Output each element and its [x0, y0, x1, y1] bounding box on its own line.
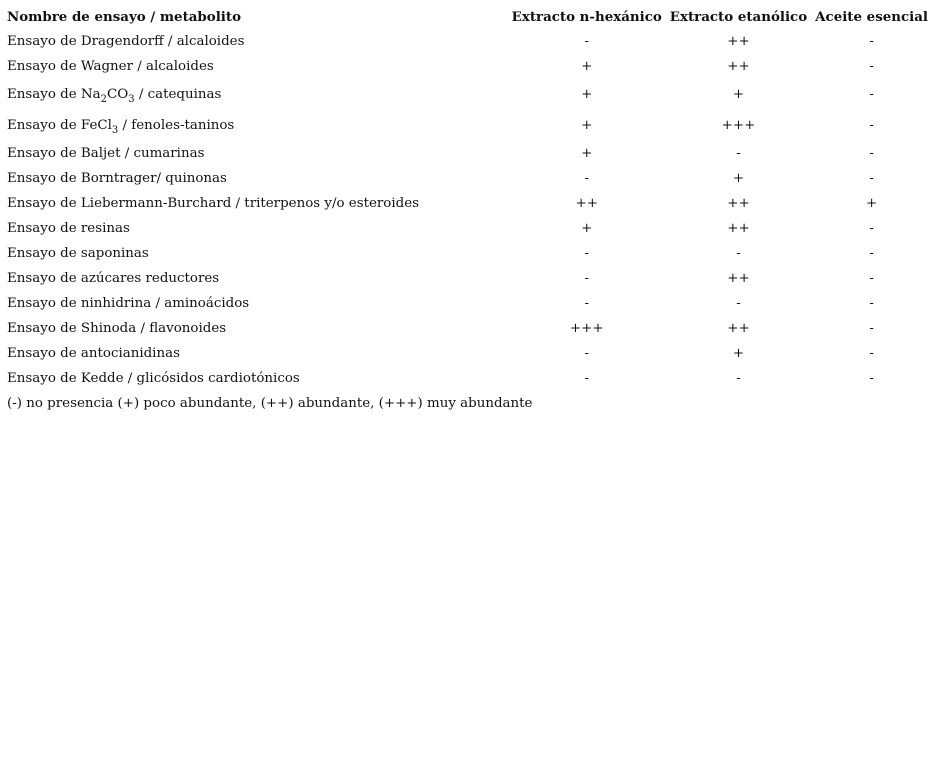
- row-oil-value: -: [869, 371, 874, 386]
- row-oil-value: +: [865, 196, 878, 211]
- table-row: [3, 110, 932, 141]
- row-ethanol-value: ++: [727, 221, 750, 236]
- header-hexane-extract: Extracto n-hexánico: [511, 8, 662, 25]
- row-test-name: Ensayo de ninhidrina / aminoácidos: [7, 296, 250, 311]
- row-test-name: Ensayo de Shinoda / flavonoides: [7, 321, 227, 336]
- row-oil-value: -: [869, 246, 874, 261]
- table-footnote-row: [3, 391, 932, 416]
- table-row: [3, 29, 932, 54]
- header-essential-oil: Aceite esencial: [815, 8, 928, 25]
- name-text: Ensayo de FeCl: [7, 118, 112, 133]
- row-hexane-value: -: [584, 296, 589, 311]
- row-test-name: [3, 79, 508, 110]
- row-hexane-value: +: [581, 87, 593, 102]
- row-oil-value: -: [869, 321, 874, 336]
- row-test-name: Ensayo de antocianidinas: [7, 346, 180, 361]
- table-header-row: [3, 4, 932, 29]
- row-ethanol-value: ++: [727, 34, 750, 49]
- row-oil-value: -: [869, 146, 874, 161]
- name-text: Ensayo de Na: [7, 87, 101, 102]
- table-footnote: (-) no presencia (+) poco abundante, (++) abundante, (+++) muy abundante: [7, 396, 533, 411]
- row-test-name: [3, 110, 508, 141]
- row-test-name: Ensayo de Borntrager/ quinonas: [7, 171, 227, 186]
- row-oil-value: -: [869, 59, 874, 74]
- table-row: [3, 54, 932, 79]
- row-oil-value: -: [869, 221, 874, 236]
- row-test-name: Ensayo de azúcares reductores: [7, 271, 220, 286]
- name-text: / fenoles-taninos: [118, 118, 235, 133]
- row-test-name: Ensayo de Liebermann-Burchard / triterpenos y/o esteroides: [7, 196, 420, 211]
- table-row: [3, 216, 932, 241]
- row-ethanol-value: -: [736, 246, 741, 261]
- table-row: [3, 291, 932, 316]
- table-row: [3, 366, 932, 391]
- table-row: [3, 191, 932, 216]
- row-hexane-value: -: [584, 171, 589, 186]
- header-test-name: Nombre de ensayo / metabolito: [7, 8, 242, 25]
- row-ethanol-value: ++: [727, 196, 750, 211]
- row-ethanol-value: ++: [727, 59, 750, 74]
- row-oil-value: -: [869, 346, 874, 361]
- table-row: [3, 266, 932, 291]
- row-oil-value: -: [869, 87, 874, 102]
- row-hexane-value: +: [581, 146, 593, 161]
- row-hexane-value: +: [581, 59, 593, 74]
- row-test-name: Ensayo de saponinas: [7, 246, 149, 261]
- subscript: 3: [128, 94, 135, 105]
- row-hexane-value: -: [584, 271, 589, 286]
- row-hexane-value: -: [584, 371, 589, 386]
- row-hexane-value: +: [581, 118, 593, 133]
- row-test-name: Ensayo de Dragendorff / alcaloides: [7, 34, 245, 49]
- table-row: [3, 316, 932, 341]
- header-ethanol-extract: Extracto etanólico: [669, 8, 808, 25]
- row-test-name: Ensayo de Baljet / cumarinas: [7, 146, 205, 161]
- row-hexane-value: ++: [575, 196, 598, 211]
- row-hexane-value: -: [584, 246, 589, 261]
- row-ethanol-value: +: [732, 87, 745, 102]
- table-row: [3, 166, 932, 191]
- row-oil-value: -: [869, 271, 874, 286]
- row-oil-value: -: [869, 296, 874, 311]
- table-row: [3, 341, 932, 366]
- row-ethanol-value: -: [736, 146, 741, 161]
- row-ethanol-value: -: [736, 371, 741, 386]
- table-row: [3, 79, 932, 110]
- row-ethanol-value: ++: [727, 271, 750, 286]
- table-row: [3, 241, 932, 266]
- row-ethanol-value: +: [732, 171, 745, 186]
- row-hexane-value: -: [584, 346, 589, 361]
- row-ethanol-value: ++: [727, 321, 750, 336]
- row-ethanol-value: +: [732, 346, 745, 361]
- row-test-name: Ensayo de Wagner / alcaloides: [7, 59, 214, 74]
- row-test-name: Ensayo de resinas: [7, 221, 130, 236]
- name-text: / catequinas: [134, 87, 222, 102]
- name-text: CO: [106, 87, 129, 102]
- row-oil-value: -: [869, 118, 874, 133]
- phytochemical-screening-table: [3, 4, 932, 416]
- table-row: [3, 141, 932, 166]
- row-oil-value: -: [869, 34, 874, 49]
- row-ethanol-value: -: [736, 296, 741, 311]
- row-oil-value: -: [869, 171, 874, 186]
- subscript: 2: [100, 94, 107, 105]
- subscript: 3: [111, 125, 119, 136]
- row-hexane-value: +: [581, 221, 593, 236]
- row-test-name: Ensayo de Kedde / glicósidos cardiotónicos: [7, 371, 300, 386]
- row-hexane-value: +++: [569, 321, 604, 336]
- row-hexane-value: -: [584, 34, 589, 49]
- row-ethanol-value: +++: [721, 118, 756, 133]
